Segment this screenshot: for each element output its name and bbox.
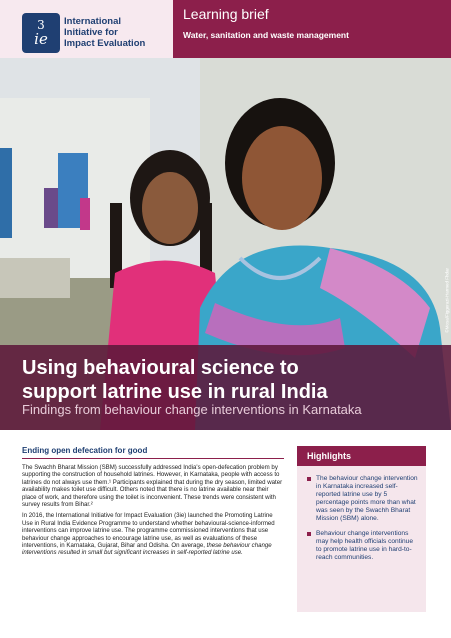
highlight-text: Behaviour change interventions may help health officials continue to promote latrine use in hard-to-reach communities.	[316, 530, 414, 561]
3ie-logo	[22, 13, 60, 53]
brief-type: Learning brief	[183, 6, 269, 22]
photo-credit: ©Mosa/Figgerazi-Harmed Fhdar	[445, 268, 450, 333]
highlight-item	[307, 530, 418, 562]
square-bullet-icon	[307, 532, 311, 536]
brief-topic: Water, sanitation and waste management	[183, 30, 349, 40]
square-bullet-icon	[307, 477, 311, 481]
logo-mark-bottom: ie	[34, 30, 48, 48]
section-heading: Ending open defecation for good	[22, 446, 284, 459]
page-subtitle: Findings from behaviour change interventions in Karnataka	[22, 402, 362, 417]
highlights-heading: Highlights	[297, 446, 426, 466]
highlight-text: The behaviour change intervention in Karnataka increased self-reported latrine use by 5 percentage points more than what was seen by the Swachh Bharat Mission (SBM) alone.	[316, 475, 418, 522]
header-branding	[0, 0, 173, 58]
org-name-line: Initiative for	[64, 27, 118, 38]
body-paragraph-emphasis: these behaviour change interventions resulted in small but significant increases in self-reported latrine use.	[22, 542, 272, 557]
main-article	[22, 446, 284, 561]
highlights-list	[297, 475, 426, 562]
org-name-line: Impact Evaluation	[64, 38, 146, 49]
highlights-box	[297, 446, 426, 612]
body-paragraph	[22, 512, 284, 556]
title-line: Using behavioural science to	[22, 357, 299, 379]
title-line: support latrine use in rural India	[22, 381, 328, 403]
header-banner	[173, 0, 451, 58]
org-name-line: International	[64, 16, 122, 27]
highlight-item	[307, 475, 418, 523]
page-title	[22, 356, 442, 404]
logo-mark-top: 3	[37, 18, 45, 32]
body-paragraph-text: In 2016, the International Initiative for Impact Evaluation (3ie) launched the Promoting Latrine Use in Rural India Evidence Programme to understand whether behavioural-science-informed interventions can improve latrine use. The programme commissioned interventions that use behaviour change approaches to encourage latrine use, as well as evaluations of these interventions, in Karnataka, Gujarat, Bihar and Odisha. On average,	[22, 512, 275, 550]
body-paragraph: The Swachh Bharat Mission (SBM) successfully addressed India's open-defecation problem by supporting the construction of household latrines. However, in Karnataka, people with access to latrines do not always use them.¹ Participants explained that during the dry season, limited water availability makes toilet use difficult. Others noted that there is no latrine available near their place of work, and therefore using the toilet is inconvenient. These trends were consistent with survey results from Bihar.²	[22, 464, 283, 509]
organisation-name	[64, 16, 169, 49]
